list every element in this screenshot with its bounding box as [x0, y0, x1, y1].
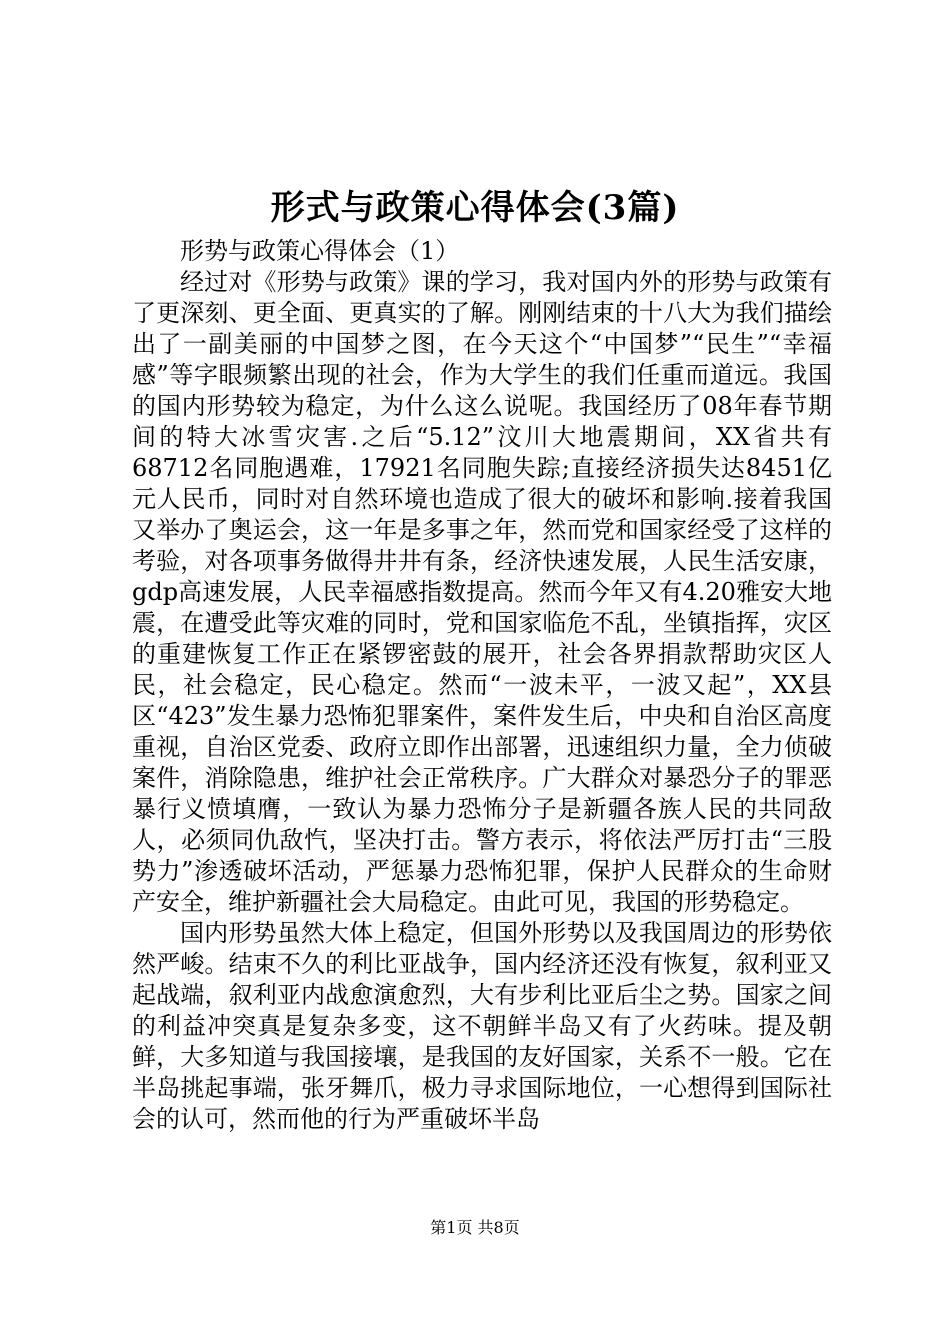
body-paragraph-1: 经过对《形势与政策》课的学习，我对国内外的形势与政策有了更深刻、更全面、更真实的了解。刚刚结束的十八大为我们描绘出了一副美丽的中国梦之图，在今天这个“中国梦”“民生”“幸福感”等字眼频繁出现的社会，作为大学生的我们任重而道远。我国的国内形势较为稳定，为什么这么说呢。我国经历了08年春节期间的特大冰雪灾害.之后“5.12”汶川大地震期间，XX省共有68712名同胞遇难，17921名同胞失踪;直接经济损失达8451亿元人民币，同时对自然环境也造成了很大的破坏和影响.接着我国又举办了奥运会，这一年是多事之年，然而党和国家经受了这样的考验，对各项事务做得井井有条，经济快速发展，人民生活安康，gdp高速发展，人民幸福感指数提高。然而今年又有4.20雅安大地震，在遭受此等灾难的同时，党和国家临危不乱，坐镇指挥，灾区的重建恢复工作正在紧锣密鼓的展开，社会各界捐款帮助灾区人民，社会稳定，民心稳定。然而“一波未平，一波又起”，XX县区“423”发生暴力恐怖犯罪案件，案件发生后，中央和自治区高度重视，自治区党委、政府立即作出部署，迅速组织力量，全力侦破案件，消除隐患，维护社会正常秩序。广大群众对暴恐分子的罪恶暴行义愤填膺，一致认为暴力恐怖分子是新疆各族人民的共同敌人，必须同仇敌忾，坚决打击。警方表示，将依法严厉打击“三股势力”渗透破坏活动，严惩暴力恐怖犯罪，保护人民群众的生命财产安全，维护新疆社会大局稳定。由此可见，我国的形势稳定。	[132, 268, 832, 916]
document-body	[132, 236, 832, 1135]
page-number-footer: 第1页 共8页	[430, 1218, 520, 1237]
section-heading: 形势与政策心得体会（1）	[180, 237, 460, 265]
document-title: 形式与政策心得体会(3篇)	[270, 188, 680, 228]
body-paragraph-2: 国内形势虽然大体上稳定，但国外形势以及我国周边的形势依然严峻。结束不久的利比亚战争，国内经济还没有恢复，叙利亚又起战端，叙利亚内战愈演愈烈，大有步利比亚后尘之势。国家之间的利益冲突真是复杂多变，这不朝鲜半岛又有了火药味。提及朝鲜，大多知道与我国接壤，是我国的友好国家，关系不一般。它在半岛挑起事端，张牙舞爪，极力寻求国际地位，一心想得到国际社会的认可，然而他的行为严重破坏半岛	[132, 919, 832, 1133]
